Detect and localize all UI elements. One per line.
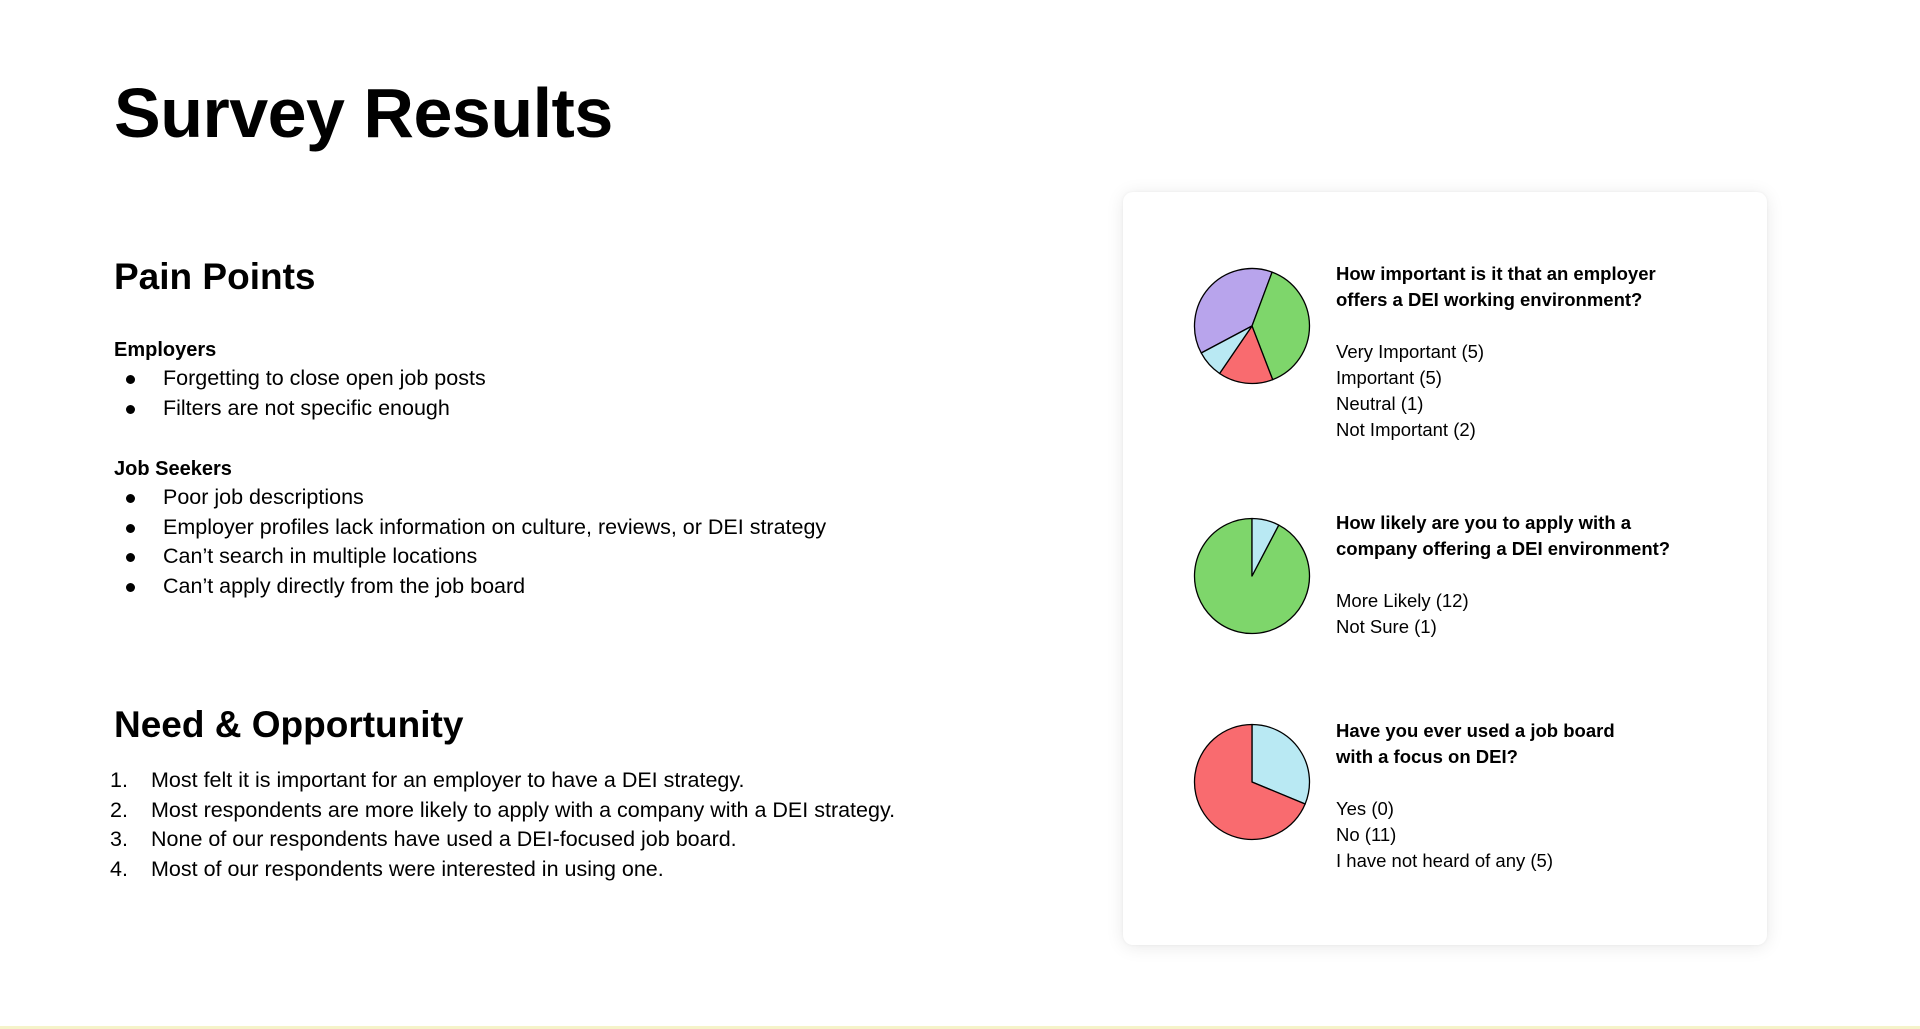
- chart-legend: [1336, 796, 1553, 874]
- bullet-icon: [126, 494, 135, 503]
- list-item: Can’t search in multiple locations: [114, 542, 826, 572]
- legend-item: I have not heard of any (5): [1336, 850, 1553, 871]
- chart-question: How likely are you to apply with a company offering a DEI environment?: [1336, 512, 1671, 559]
- legend-item: No (11): [1336, 824, 1397, 845]
- list-item: Forgetting to close open job posts: [114, 364, 486, 394]
- pie-chart-apply-likelihood: [1192, 516, 1312, 636]
- list-item: 4. Most of our respondents were interested in using one.: [110, 856, 664, 881]
- legend-item: Not Sure (1): [1336, 616, 1437, 637]
- job-seekers-list: [114, 483, 826, 601]
- survey-charts-card: [1123, 192, 1767, 945]
- list-item: Poor job descriptions: [114, 483, 826, 513]
- list-item: Can’t apply directly from the job board: [114, 572, 826, 602]
- pie-chart-job-board-usage: [1192, 722, 1312, 842]
- list-item: Employer profiles lack information on culture, reviews, or DEI strategy: [114, 513, 826, 543]
- chart-legend: [1336, 588, 1469, 640]
- legend-item: Important (5): [1336, 367, 1442, 388]
- legend-item: More Likely (12): [1336, 590, 1469, 611]
- bullet-icon: [126, 405, 135, 414]
- need-opportunity-heading: Need & Opportunity: [114, 704, 464, 745]
- job-seekers-label: Job Seekers: [114, 458, 232, 480]
- employers-list: [114, 364, 486, 423]
- list-item: 3. None of our respondents have used a DEI-focused job board.: [110, 827, 737, 852]
- need-opportunity-list: [110, 766, 895, 884]
- chart-question: Have you ever used a job board with a focus on DEI?: [1336, 720, 1615, 767]
- legend-item: Very Important (5): [1336, 341, 1485, 362]
- chart-question: How important is it that an employer offers a DEI working environment?: [1336, 263, 1656, 310]
- page-title: Survey Results: [114, 74, 613, 152]
- list-item: 2. Most respondents are more likely to apply with a company with a DEI strategy.: [110, 797, 896, 822]
- list-item: 1. Most felt it is important for an employer to have a DEI strategy.: [110, 768, 745, 792]
- legend-item: Yes (0): [1336, 798, 1394, 819]
- pain-points-heading: Pain Points: [114, 256, 316, 297]
- bullet-icon: [126, 524, 135, 533]
- pie-chart-dei-importance: [1192, 266, 1312, 386]
- legend-item: Neutral (1): [1336, 393, 1424, 414]
- chart-legend: [1336, 339, 1484, 443]
- bullet-icon: [126, 583, 135, 592]
- list-item: Filters are not specific enough: [114, 394, 486, 424]
- employers-label: Employers: [114, 339, 217, 361]
- bullet-icon: [126, 553, 135, 562]
- bullet-icon: [126, 375, 135, 384]
- legend-item: Not Important (2): [1336, 419, 1476, 440]
